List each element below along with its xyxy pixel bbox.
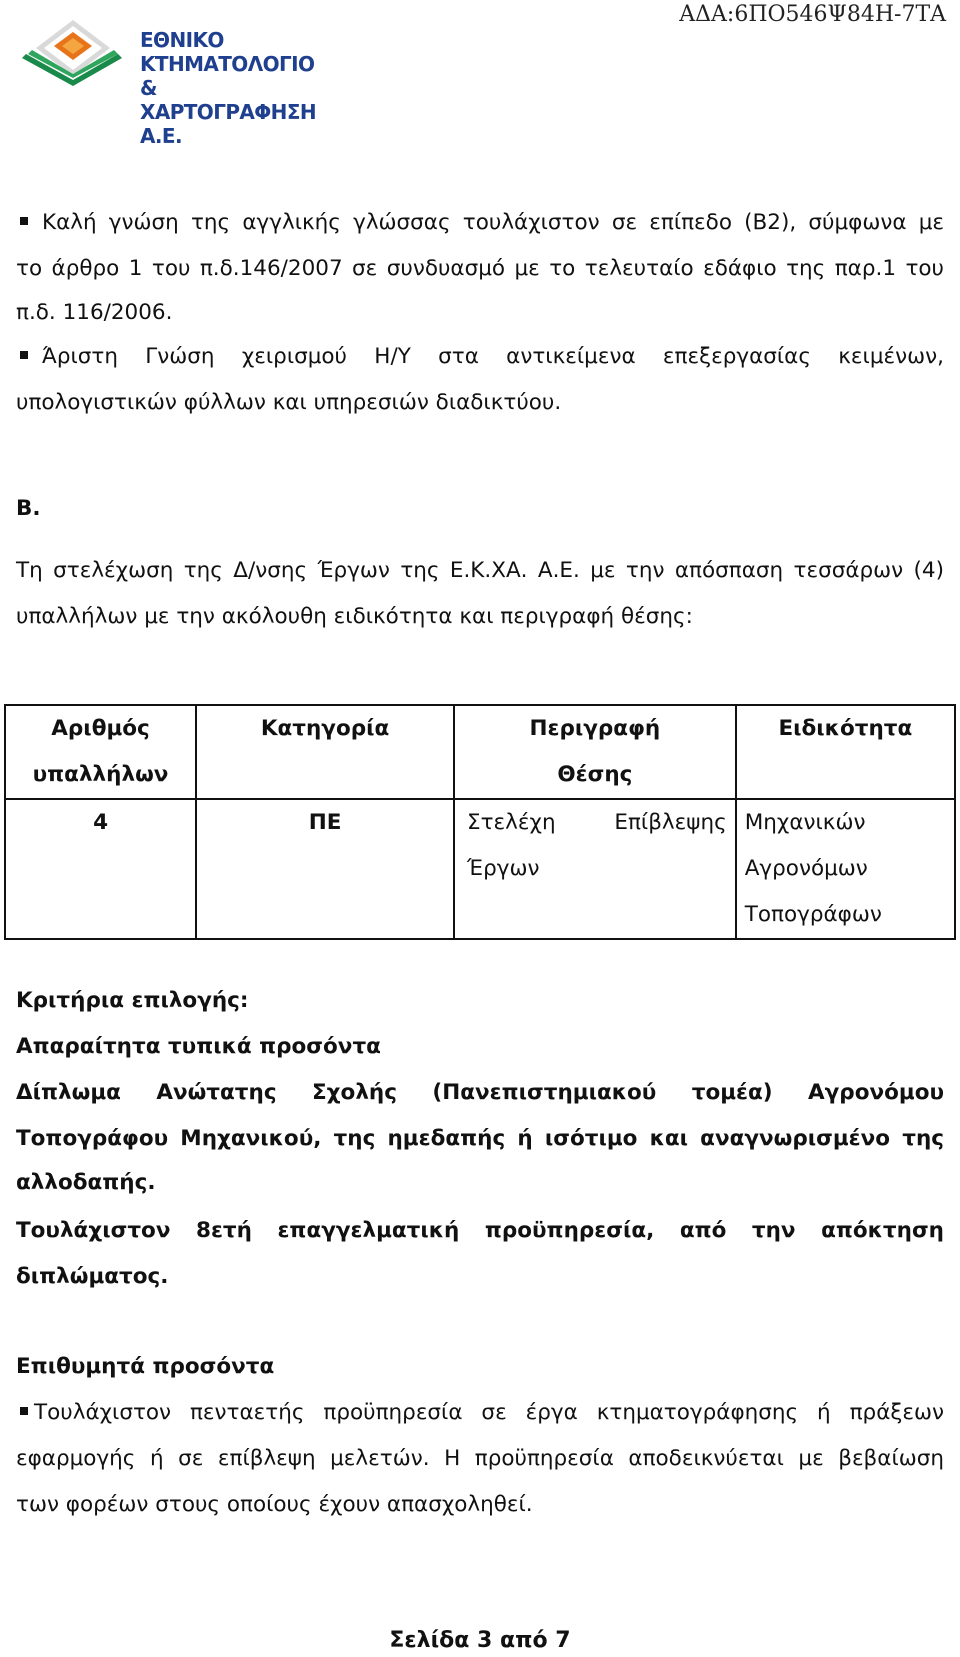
header-specialty: Ειδικότητα <box>736 705 955 799</box>
logo-line-2: & ΧΑΡΤΟΓΡΑΦΗΣΗ Α.Ε. <box>140 76 317 148</box>
header-description: Περιγραφή Θέσης <box>454 705 736 799</box>
criteria-title: Κριτήρια επιλογής: <box>16 988 249 1013</box>
specialty-line-1: Μηχανικών <box>744 810 866 835</box>
organization-logo <box>18 14 328 148</box>
bullet-english-line-3: π.δ. 116/2006. <box>16 300 173 325</box>
required-title: Απαραίτητα τυπικά προσόντα <box>16 1034 381 1059</box>
logo-icon <box>18 14 128 86</box>
bullet-english-line-2: το άρθρο 1 του π.δ.146/2007 σε συνδυασμό με το τελευταίο εδάφιο της παρ.1 του <box>16 256 944 281</box>
desired-line-1: Τουλάχιστον πενταετής προϋπηρεσία σε έργα κτηματογράφησης ή πράξεων <box>16 1390 944 1436</box>
bullet-computer-line-2: υπολογιστικών φύλλων και υπηρεσιών διαδικτύου. <box>16 390 562 415</box>
experience-line-2: διπλώματος. <box>16 1264 169 1289</box>
table-row <box>5 799 955 939</box>
degree-line-2: Τοπογράφου Μηχανικού, της ημεδαπής ή ισότιμο και αναγνωρισμένο της <box>16 1126 944 1151</box>
degree-line-1: Δίπλωμα Ανώτατης Σχολής (Πανεπιστημιακού τομέα) Αγρονόμου <box>16 1080 944 1105</box>
logo-line-1: ΕΘΝΙΚΟ ΚΤΗΜΑΤΟΛΟΓΙΟ <box>140 28 315 76</box>
cell-count: 4 <box>5 799 196 939</box>
desired-line-3: των φορέων στους οποίους έχουν απασχοληθεί. <box>16 1492 533 1517</box>
cell-description: Στελέχη Επίβλεψης Έργων <box>454 799 736 939</box>
specialty-line-3: Τοπογράφων <box>744 902 882 927</box>
table-header-row <box>5 705 955 799</box>
experience-line-1: Τουλάχιστον 8ετή επαγγελματική προϋπηρεσία, από την απόκτηση <box>16 1218 944 1243</box>
page-number: Σελίδα 3 από 7 <box>389 1628 571 1653</box>
logo-wordmark <box>140 28 328 148</box>
bullet-computer-line-1: Άριστη Γνώση χειρισμού Η/Υ στα αντικείμενα επεξεργασίας κειμένων, <box>16 334 944 380</box>
section-label: Β. <box>16 496 41 521</box>
section-intro-line-1: Τη στελέχωση της Δ/νσης Έργων της Ε.Κ.ΧΑ. Α.Ε. με την απόσπαση τεσσάρων (4) <box>16 558 944 583</box>
header-count: Αριθμός υπαλλήλων <box>5 705 196 799</box>
ada-code: ΑΔΑ:6ΠΟ546Ψ84Η-7ΤΑ <box>679 2 946 27</box>
cell-specialty <box>736 799 955 939</box>
desired-title: Επιθυμητά προσόντα <box>16 1354 275 1379</box>
bullet-english-line-1: Καλή γνώση της αγγλικής γλώσσας τουλάχιστον σε επίπεδο (Β2), σύμφωνα με <box>16 200 944 246</box>
square-bullet-icon <box>20 1407 28 1415</box>
specialty-line-2: Αγρονόμων <box>744 856 868 881</box>
section-intro-line-2: υπαλλήλων με την ακόλουθη ειδικότητα και περιγραφή θέσης: <box>16 604 693 629</box>
square-bullet-icon <box>20 217 28 225</box>
cell-category: ΠΕ <box>196 799 454 939</box>
square-bullet-icon <box>20 351 28 359</box>
desired-line-2: εφαρμογής ή σε επίβλεψη μελετών. Η προϋπηρεσία αποδεικνύεται με βεβαίωση <box>16 1446 944 1471</box>
header-category: Κατηγορία <box>196 705 454 799</box>
degree-line-3: αλλοδαπής. <box>16 1170 156 1195</box>
positions-table <box>4 704 956 940</box>
